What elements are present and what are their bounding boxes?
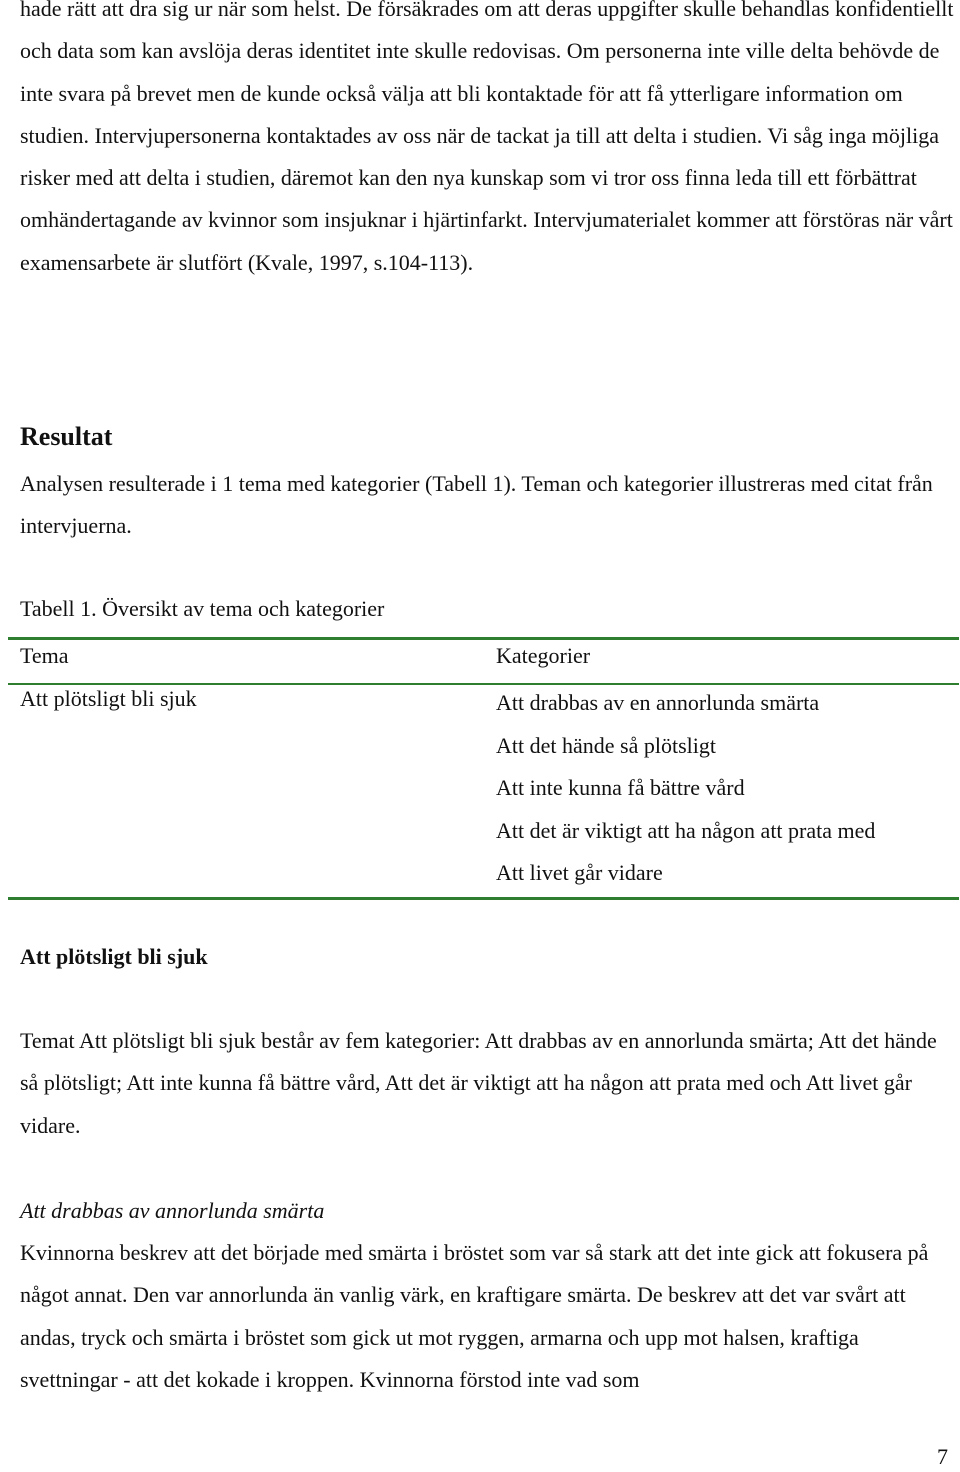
table-category-item (496, 725, 875, 768)
category-label: Att inte kunna få bättre vård (496, 775, 745, 800)
results-heading: Resultat (20, 422, 113, 451)
table-category-item (496, 767, 875, 810)
subsection-paragraph: Kvinnorna beskrev att det började med smärta i bröstet som var så stark att det inte gick att fokusera på något annat. Den var annorlunda än vanlig värk, en kraftigare smärta. De beskrev att det var svårt att andas, tryck och smärta i bröstet som gick ut mot ryggen, armarna och upp mot halsen, kraftiga svettningar - att det kokade i kroppen. Kvinnorna förstod inte vad som (20, 1240, 929, 1392)
table-caption: Tabell 1. Översikt av tema och kategorier (20, 596, 385, 621)
category-label: Att det hände så plötsligt (496, 732, 716, 758)
table-category-item (496, 682, 875, 725)
section-heading: Att plötsligt bli sjuk (20, 944, 208, 969)
table-header-categories: Kategorier (496, 643, 591, 668)
section-paragraph: Temat Att plötsligt bli sjuk består av fem kategorier: Att drabbas av en annorlunda smärta; Att det hände så plötsligt; Att inte kunna få bättre vård, Att det är viktigt att ha någon att prata med och Att livet går vidare. (20, 1028, 937, 1138)
page-number: 7 (937, 1444, 948, 1469)
category-label: Att det är viktigt att ha någon att prata med (496, 817, 876, 843)
table-cell-theme: Att plötsligt bli sjuk (20, 686, 197, 711)
table-bottom-rule (8, 897, 959, 900)
table-category-list (496, 682, 875, 895)
intro-paragraph: hade rätt att dra sig ur när som helst. De försäkrades om att deras uppgifter skulle behandlas konfidentiellt och data som kan avslöja deras identitet inte skulle redovisas. Om personerna inte ville delta behövde de inte svara på brevet men de kunde också välja att bli kontaktade för att få ytterligare information om studien. Intervjupersonerna kontaktades av oss när de tackat ja till att delta i studien. Vi såg inga möjliga risker med att delta i studien, däremot kan den nya kunskap som vi tror oss finna leda till ett förbättrat omhändertagande av kvinnor som insjuknar i hjärtinfarkt. Intervjumaterialet kommer att förstöras när vårt examensarbete är slutfört (Kvale, 1997, s.104-113). (20, 0, 954, 275)
table-header-theme: Tema (20, 643, 69, 668)
subsection-heading: Att drabbas av annorlunda smärta (20, 1198, 325, 1223)
results-paragraph: Analysen resulterade i 1 tema med kategorier (Tabell 1). Teman och kategorier illustreras med citat från intervjuerna. (20, 471, 933, 539)
category-label: Att drabbas av en annorlunda smärta (496, 690, 820, 715)
table-top-rule (8, 637, 959, 640)
table-category-item (496, 852, 875, 895)
category-label: Att livet går vidare (496, 860, 663, 885)
table-category-item (496, 810, 875, 853)
